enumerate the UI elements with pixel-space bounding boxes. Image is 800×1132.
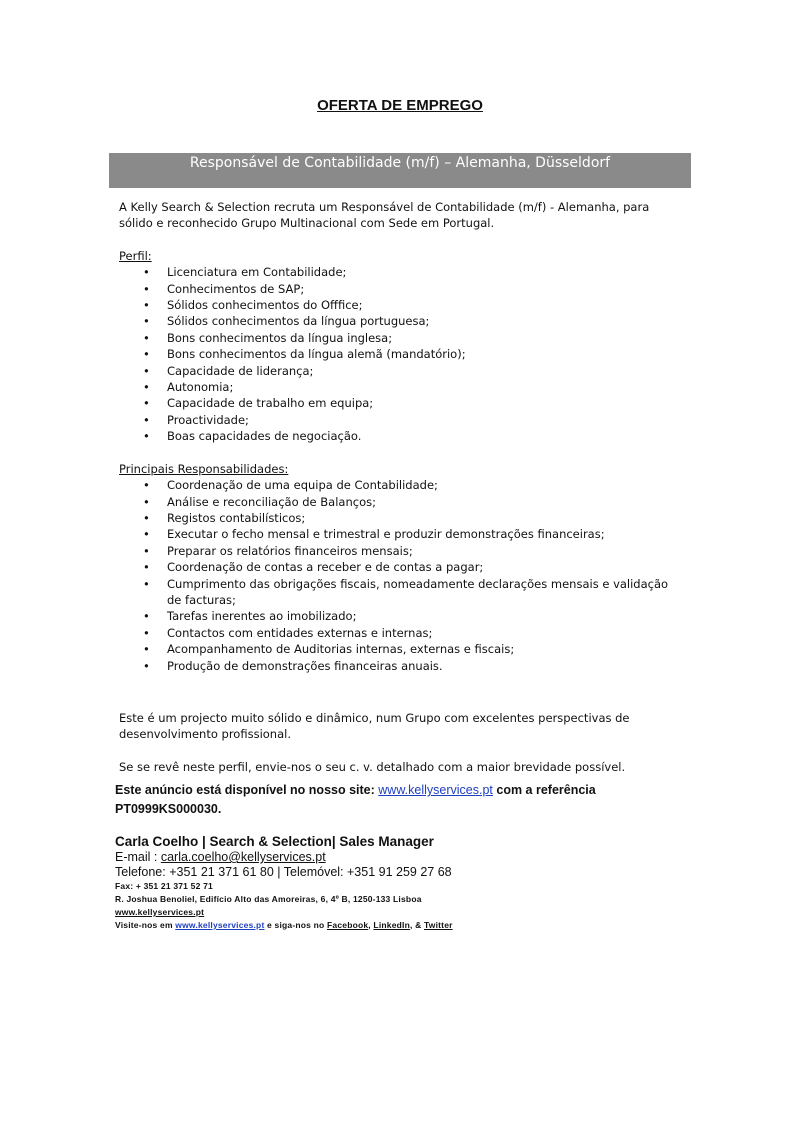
site-link[interactable]: www.kellyservices.pt — [378, 783, 493, 797]
list-item: • Coordenação de contas a receber e de contas a pagar; — [119, 559, 679, 575]
list-item: • Autonomia; — [119, 379, 679, 395]
linkedin-link[interactable]: LinkedIn — [373, 920, 410, 930]
social-separator: , & — [409, 920, 424, 930]
twitter-link[interactable]: Twitter — [424, 920, 453, 930]
list-item: • Bons conhecimentos da língua alemã (mandatório); — [119, 346, 679, 362]
job-title-banner: Responsável de Contabilidade (m/f) – Alemanha, Düsseldorf — [109, 153, 691, 188]
list-item: • Sólidos conhecimentos da língua portuguesa; — [119, 313, 679, 329]
list-item: • Executar o fecho mensal e trimestral e produzir demonstrações financeiras; — [119, 526, 679, 542]
signature-website-line — [115, 906, 675, 919]
list-item: • Licenciatura em Contabilidade; — [119, 264, 679, 280]
list-item: • Produção de demonstrações financeiras anuais. — [119, 658, 679, 674]
closing-paragraph-2: Se se revê neste perfil, envie-nos o seu c. v. detalhado com a maior brevidade possível. — [119, 759, 626, 774]
visit-middle: e siga-nos no — [264, 920, 328, 930]
list-item: • Tarefas inerentes ao imobilizado; — [119, 608, 679, 624]
reference-code: PT0999KS000030 — [115, 802, 218, 816]
notice-suffix: com a referência — [492, 783, 596, 797]
visit-website-link[interactable]: www.kellyservices.pt — [175, 920, 265, 930]
list-item: • Proactividade; — [119, 412, 679, 428]
signature-fax: Fax: + 351 21 371 52 71 — [115, 881, 213, 891]
email-link[interactable]: carla.coelho@kellyservices.pt — [160, 850, 326, 864]
signature-social-line — [115, 919, 675, 932]
list-item: • Análise e reconciliação de Balanços; — [119, 494, 679, 510]
intro-paragraph: A Kelly Search & Selection recruta um Responsável de Contabilidade (m/f) - Alemanha, para sólido e reconhecido Grupo Multinacional com Sede em Portugal. — [119, 200, 650, 231]
signature-phone: Telefone: +351 21 371 61 80 | Telemóvel: +351 91 259 27 68 — [115, 865, 452, 879]
visit-prefix: Visite-nos em — [115, 920, 176, 930]
signature-email-line — [115, 850, 675, 865]
closing-paragraph-1: Este é um projecto muito sólido e dinâmico, num Grupo com excelentes perspectivas de desenvolvimento profissional. — [119, 710, 630, 742]
list-item: • Bons conhecimentos da língua inglesa; — [119, 330, 679, 346]
responsibilities-list — [119, 477, 679, 674]
availability-notice — [115, 781, 675, 819]
responsibilities-heading: Principais Responsabilidades: — [119, 461, 289, 476]
email-label: E-mail : — [115, 850, 161, 864]
list-item: • Conhecimentos de SAP; — [119, 281, 679, 297]
list-item: • Boas capacidades de negociação. — [119, 428, 679, 444]
list-item: • Sólidos conhecimentos do Offfice; — [119, 297, 679, 313]
notice-prefix: Este anúncio está disponível no nosso site: — [115, 783, 379, 797]
profile-list — [119, 264, 679, 444]
list-item: • Contactos com entidades externas e internas; — [119, 625, 679, 641]
email-signature — [115, 834, 675, 932]
list-item: • Capacidade de liderança; — [119, 363, 679, 379]
list-item: • Acompanhamento de Auditorias internas, externas e fiscais; — [119, 641, 679, 657]
list-item: • Coordenação de uma equipa de Contabilidade; — [119, 477, 679, 493]
website-link[interactable]: www.kellyservices.pt — [115, 907, 205, 917]
page-title: OFERTA DE EMPREGO — [317, 97, 483, 114]
notice-end: . — [217, 802, 222, 816]
job-description — [119, 199, 679, 775]
list-item: • Preparar os relatórios financeiros mensais; — [119, 543, 679, 559]
list-item: • Registos contabilísticos; — [119, 510, 679, 526]
list-item: • Capacidade de trabalho em equipa; — [119, 395, 679, 411]
signature-name: Carla Coelho | Search & Selection| Sales Manager — [115, 834, 434, 849]
facebook-link[interactable]: Facebook — [327, 920, 369, 930]
signature-address: R. Joshua Benoliel, Edifício Alto das Amoreiras, 6, 4º B, 1250-133 Lisboa — [115, 894, 422, 904]
social-separator: , — [368, 920, 374, 930]
profile-heading: Perfil: — [119, 248, 152, 263]
list-item: • Cumprimento das obrigações fiscais, nomeadamente declarações mensais e validação de facturas; — [119, 576, 679, 609]
